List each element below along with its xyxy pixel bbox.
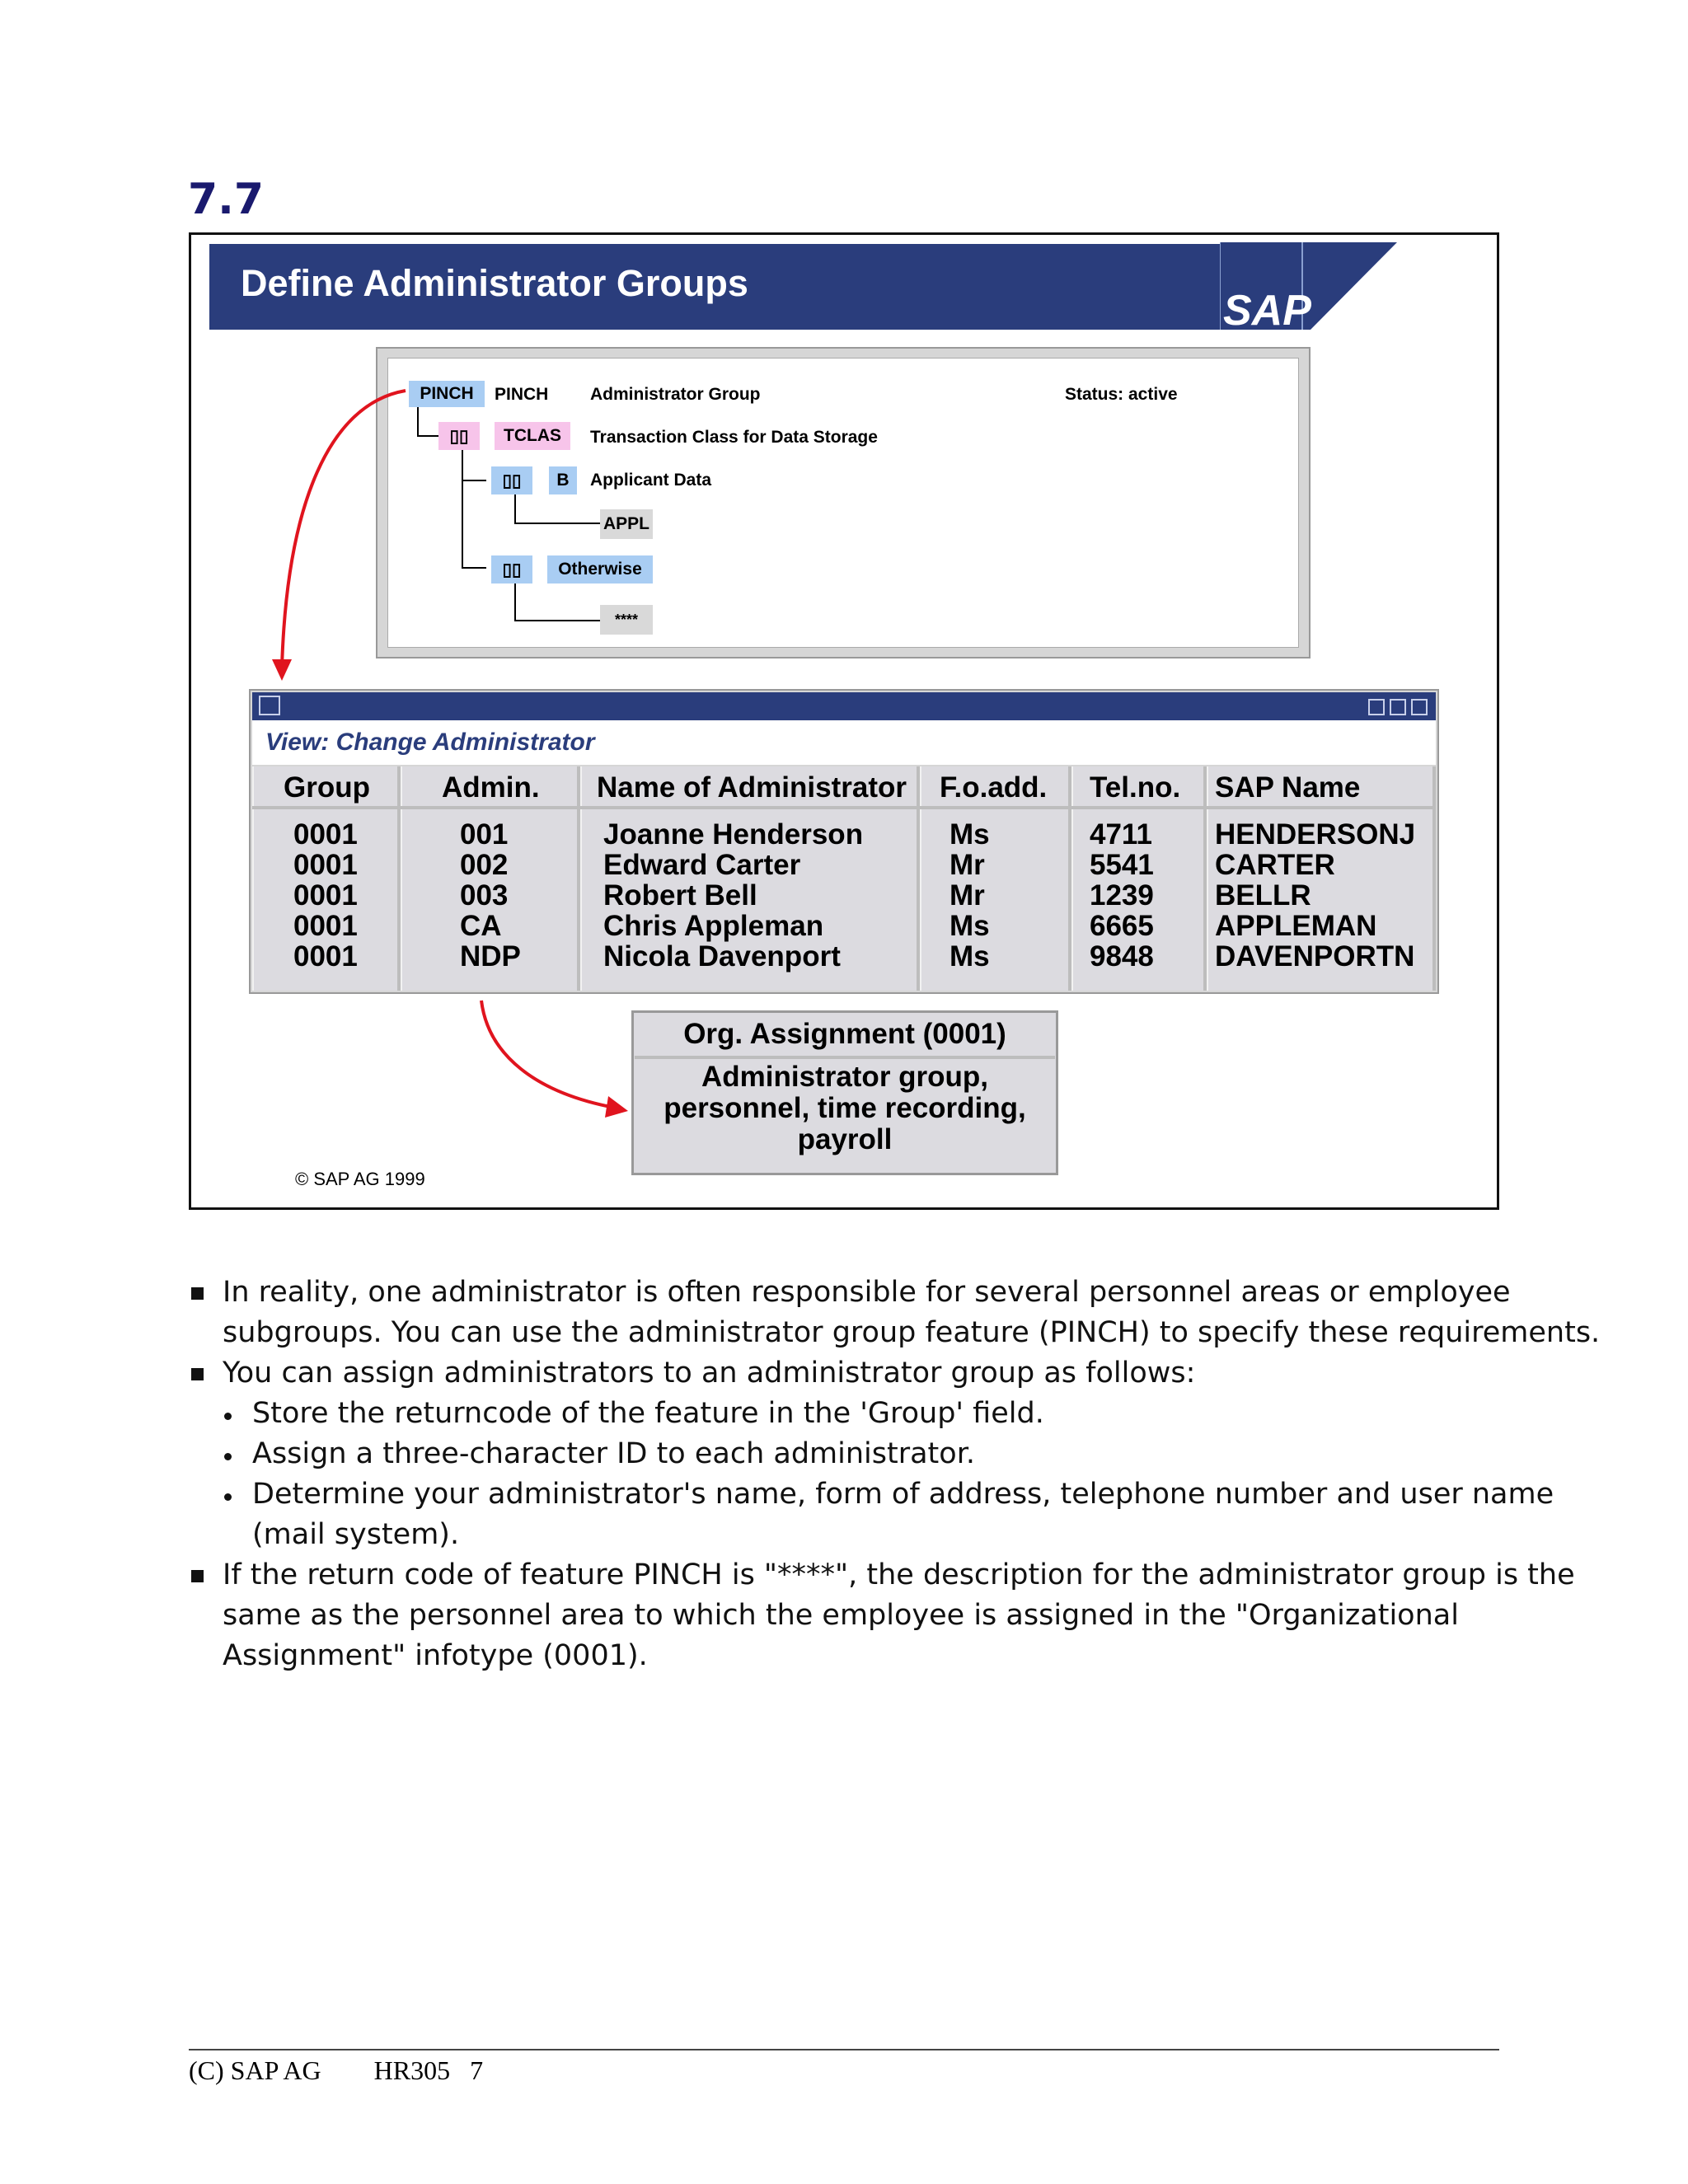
telephone-cells[interactable]: 4711 5541 1239 6665 9848 — [1090, 818, 1154, 972]
tree-node2-leaf[interactable]: APPL — [600, 509, 653, 539]
sub-bullet-dot — [224, 1493, 232, 1501]
tree-status: Status: active — [1065, 385, 1178, 404]
tree-root-tag[interactable]: PINCH — [409, 381, 485, 407]
bullet-square — [191, 1570, 204, 1582]
admin-name-cells[interactable]: Joanne Henderson Edward Carter Robert Bell Chris Appleman Nicola Davenport — [603, 818, 864, 972]
red-arrow-tree-to-table — [264, 379, 412, 692]
tree-node3-tag[interactable]: Otherwise — [547, 555, 653, 583]
org-assignment-body: Administrator group, personnel, time recording, payroll — [663, 1061, 1026, 1155]
tree-node1-tag[interactable]: TCLAS — [495, 422, 570, 450]
tree-root-name: PINCH — [495, 385, 549, 404]
footer-company: (C) SAP AG — [189, 2055, 321, 2085]
bullet-2: You can assign administrators to an administrator group as follows: — [223, 1357, 1196, 1390]
tree-node2-folder-icon[interactable]: ▯▯ — [491, 466, 532, 494]
tree-root-desc: Administrator Group — [590, 385, 761, 404]
sub-bullet-3: Determine your administrator's name, form of address, telephone number and user name (mail system). — [252, 1478, 1554, 1551]
tree-node3-folder-icon[interactable]: ▯▯ — [491, 555, 532, 583]
minimize-icon[interactable] — [1368, 699, 1385, 715]
bullet-1: In reality, one administrator is often responsible for several personnel areas or employee subgroups. You can use the administrator group feature (PINCH) to specify these requirements. — [223, 1276, 1601, 1349]
page-footer — [189, 2055, 483, 2086]
sub-bullet-1: Store the returncode of the feature in the 'Group' field. — [252, 1397, 1044, 1430]
slide-copyright: © SAP AG 1999 — [295, 1169, 425, 1189]
header-admin[interactable]: Admin. — [442, 771, 540, 804]
header-name[interactable]: Name of Administrator — [597, 771, 907, 804]
bullet-3: If the return code of feature PINCH is "****", the description for the administrator group is the same as the personnel area to which the employee is assigned in the "Organizational Assignment" infotype (0001). — [223, 1558, 1575, 1672]
maximize-icon[interactable] — [1390, 699, 1406, 715]
table-row[interactable]: 0001 0001 0001 0001 0001 — [293, 818, 358, 972]
sub-bullet-dot — [224, 1413, 232, 1420]
footer-rule — [189, 2049, 1499, 2050]
tree-node3-leaf[interactable]: **** — [600, 605, 653, 635]
window-menu-icon[interactable] — [259, 696, 280, 715]
red-arrow-table-to-org — [470, 997, 635, 1121]
bullet-square — [191, 1287, 204, 1300]
tree-node1-desc: Transaction Class for Data Storage — [590, 428, 878, 447]
sap-name-cells[interactable]: HENDERSONJ CARTER BELLR APPLEMAN DAVENPORTN — [1215, 818, 1416, 972]
svg-text:SAP: SAP — [1223, 287, 1311, 330]
tree-node2-desc: Applicant Data — [590, 471, 712, 490]
bullet-square — [191, 1368, 204, 1380]
footer-page: 7 — [470, 2055, 484, 2085]
header-form-of-address[interactable]: F.o.add. — [940, 771, 1048, 804]
slide-title: Define Administrator Groups — [241, 262, 748, 304]
tree-node2-tag[interactable]: B — [549, 466, 577, 494]
view-title: View: Change Administrator — [265, 729, 595, 756]
window-titlebar — [252, 692, 1436, 720]
sub-bullet-dot — [224, 1453, 232, 1460]
header-telephone[interactable]: Tel.no. — [1090, 771, 1181, 804]
close-icon[interactable] — [1411, 699, 1428, 715]
admin-id-cells[interactable]: 001 002 003 CA NDP — [460, 818, 521, 972]
sub-bullet-2: Assign a three-character ID to each administrator. — [252, 1437, 975, 1470]
header-sap-name[interactable]: SAP Name — [1215, 771, 1361, 804]
tree-node1-folder-icon[interactable]: ▯▯ — [438, 422, 480, 450]
form-of-address-cells[interactable]: Ms Mr Mr Ms Ms — [950, 818, 990, 972]
org-assignment-header: Org. Assignment (0001) — [683, 1018, 1006, 1050]
sap-logo — [1220, 242, 1397, 330]
footer-course: HR305 — [373, 2055, 451, 2085]
header-group[interactable]: Group — [284, 771, 370, 804]
section-number: 7.7 — [188, 175, 265, 224]
